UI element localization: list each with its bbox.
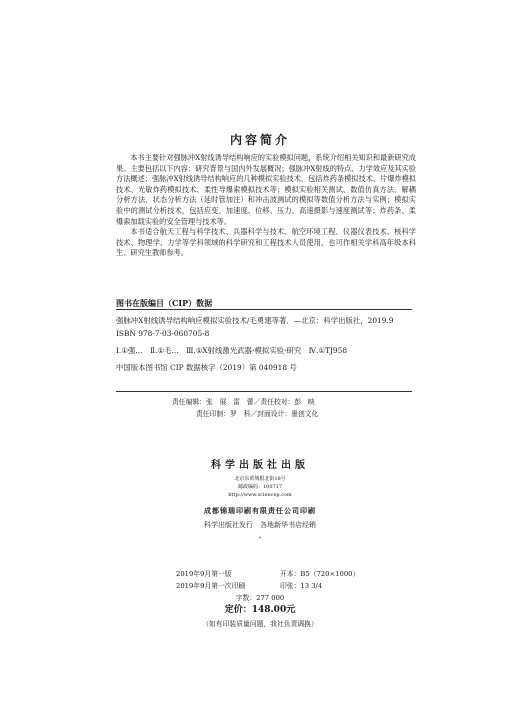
cip-record: 中国版本图书馆 CIP 数据核字（2019）第 040918 号: [116, 363, 297, 372]
publisher-address: 北京东黄城根北街16号: [234, 476, 286, 482]
price: 定价：148.00元: [224, 605, 296, 615]
word-count: 字数：277 000: [235, 594, 285, 602]
cip-body: [116, 314, 412, 374]
publisher-website: http://www.sciencep.com: [228, 492, 292, 498]
summary-paragraph-2: 本书适合航天工程与科学技术、兵器科学与技术、航空环境工程、仪器仪表技术、核科学技术、物理学、力学等学科领域的科学研究和工程技术人员使用，也可作相关学科高年级本科生、研究生教师参考。: [116, 227, 416, 258]
publication-info: [0, 568, 520, 630]
summary-paragraph-1: 本书主要针对强脉冲X射线诱导结构响应的实验模拟问题，系统介绍相关知识和最新研究成果。主要包括以下内容：研究背景与国内外发展概况；强脉冲X射线的特点、力学效应及其实验方法概述；强脉冲X射线诱导结构响应的几种模拟实验技术，包括炸药条模拟技术、片爆炸模拟技术、光敏炸药模拟技术、柔性导爆索模拟技术等；模拟实验相关测试、数值仿真方法、解耦分析方法、状态分析方法（延时管加注）和冲击波测试的模拟等数值分析方法与实例；模拟实验中的测试分析技术，包括应变、加速度、位移、压力、高速摄影与速度测试等；炸药条、柔爆索加载实验的安全管理与技术等。: [116, 153, 416, 226]
print-date: 2019年9月第一次印刷: [176, 582, 246, 590]
distribution: 科学出版社发行 各地新华书店经销: [204, 521, 316, 529]
responsible-print: 责任印制：罗 科／封面设计：墨创文化: [196, 410, 319, 418]
cip-heading: 图书在版编目（CIP）数据: [116, 298, 213, 308]
cip-classification: Ⅰ.①强… Ⅱ.①毛… Ⅲ.①X射线激光武器-模拟实验-研究 Ⅳ.①TJ958: [116, 346, 348, 355]
cip-bottom-divider: [116, 391, 412, 392]
print-sheets: 印张：13 3/4: [280, 582, 323, 590]
edition-format: 开本：B5（720×1000）: [280, 570, 360, 578]
edition-date: 2019年9月第一版: [176, 570, 232, 578]
quality-notice: （如有印装质量问题，我社负责调换）: [202, 620, 318, 628]
cip-isbn: ISBN 978-7-03-060705-8: [116, 329, 210, 338]
publisher-block: [0, 456, 520, 542]
responsible-editor: 责任编辑：张 展 雷 蕾／责任校对：彭 映: [172, 398, 315, 406]
cip-title-line: 强脉冲X射线诱导结构响应模拟实验技术/毛勇建等著．—北京：科学出版社，2019.9: [116, 316, 394, 325]
separator-star: *: [258, 536, 262, 542]
cip-top-divider: [116, 309, 412, 310]
publisher-name: 科学出版社出版: [211, 460, 309, 471]
summary-title: 内容简介: [229, 133, 290, 147]
printer-name: 成都锦瑞印刷有限责任公司印刷: [204, 506, 316, 515]
summary-body: [116, 153, 416, 259]
editor-block: [0, 396, 520, 420]
publisher-postcode: 邮政编码：100717: [237, 484, 283, 490]
